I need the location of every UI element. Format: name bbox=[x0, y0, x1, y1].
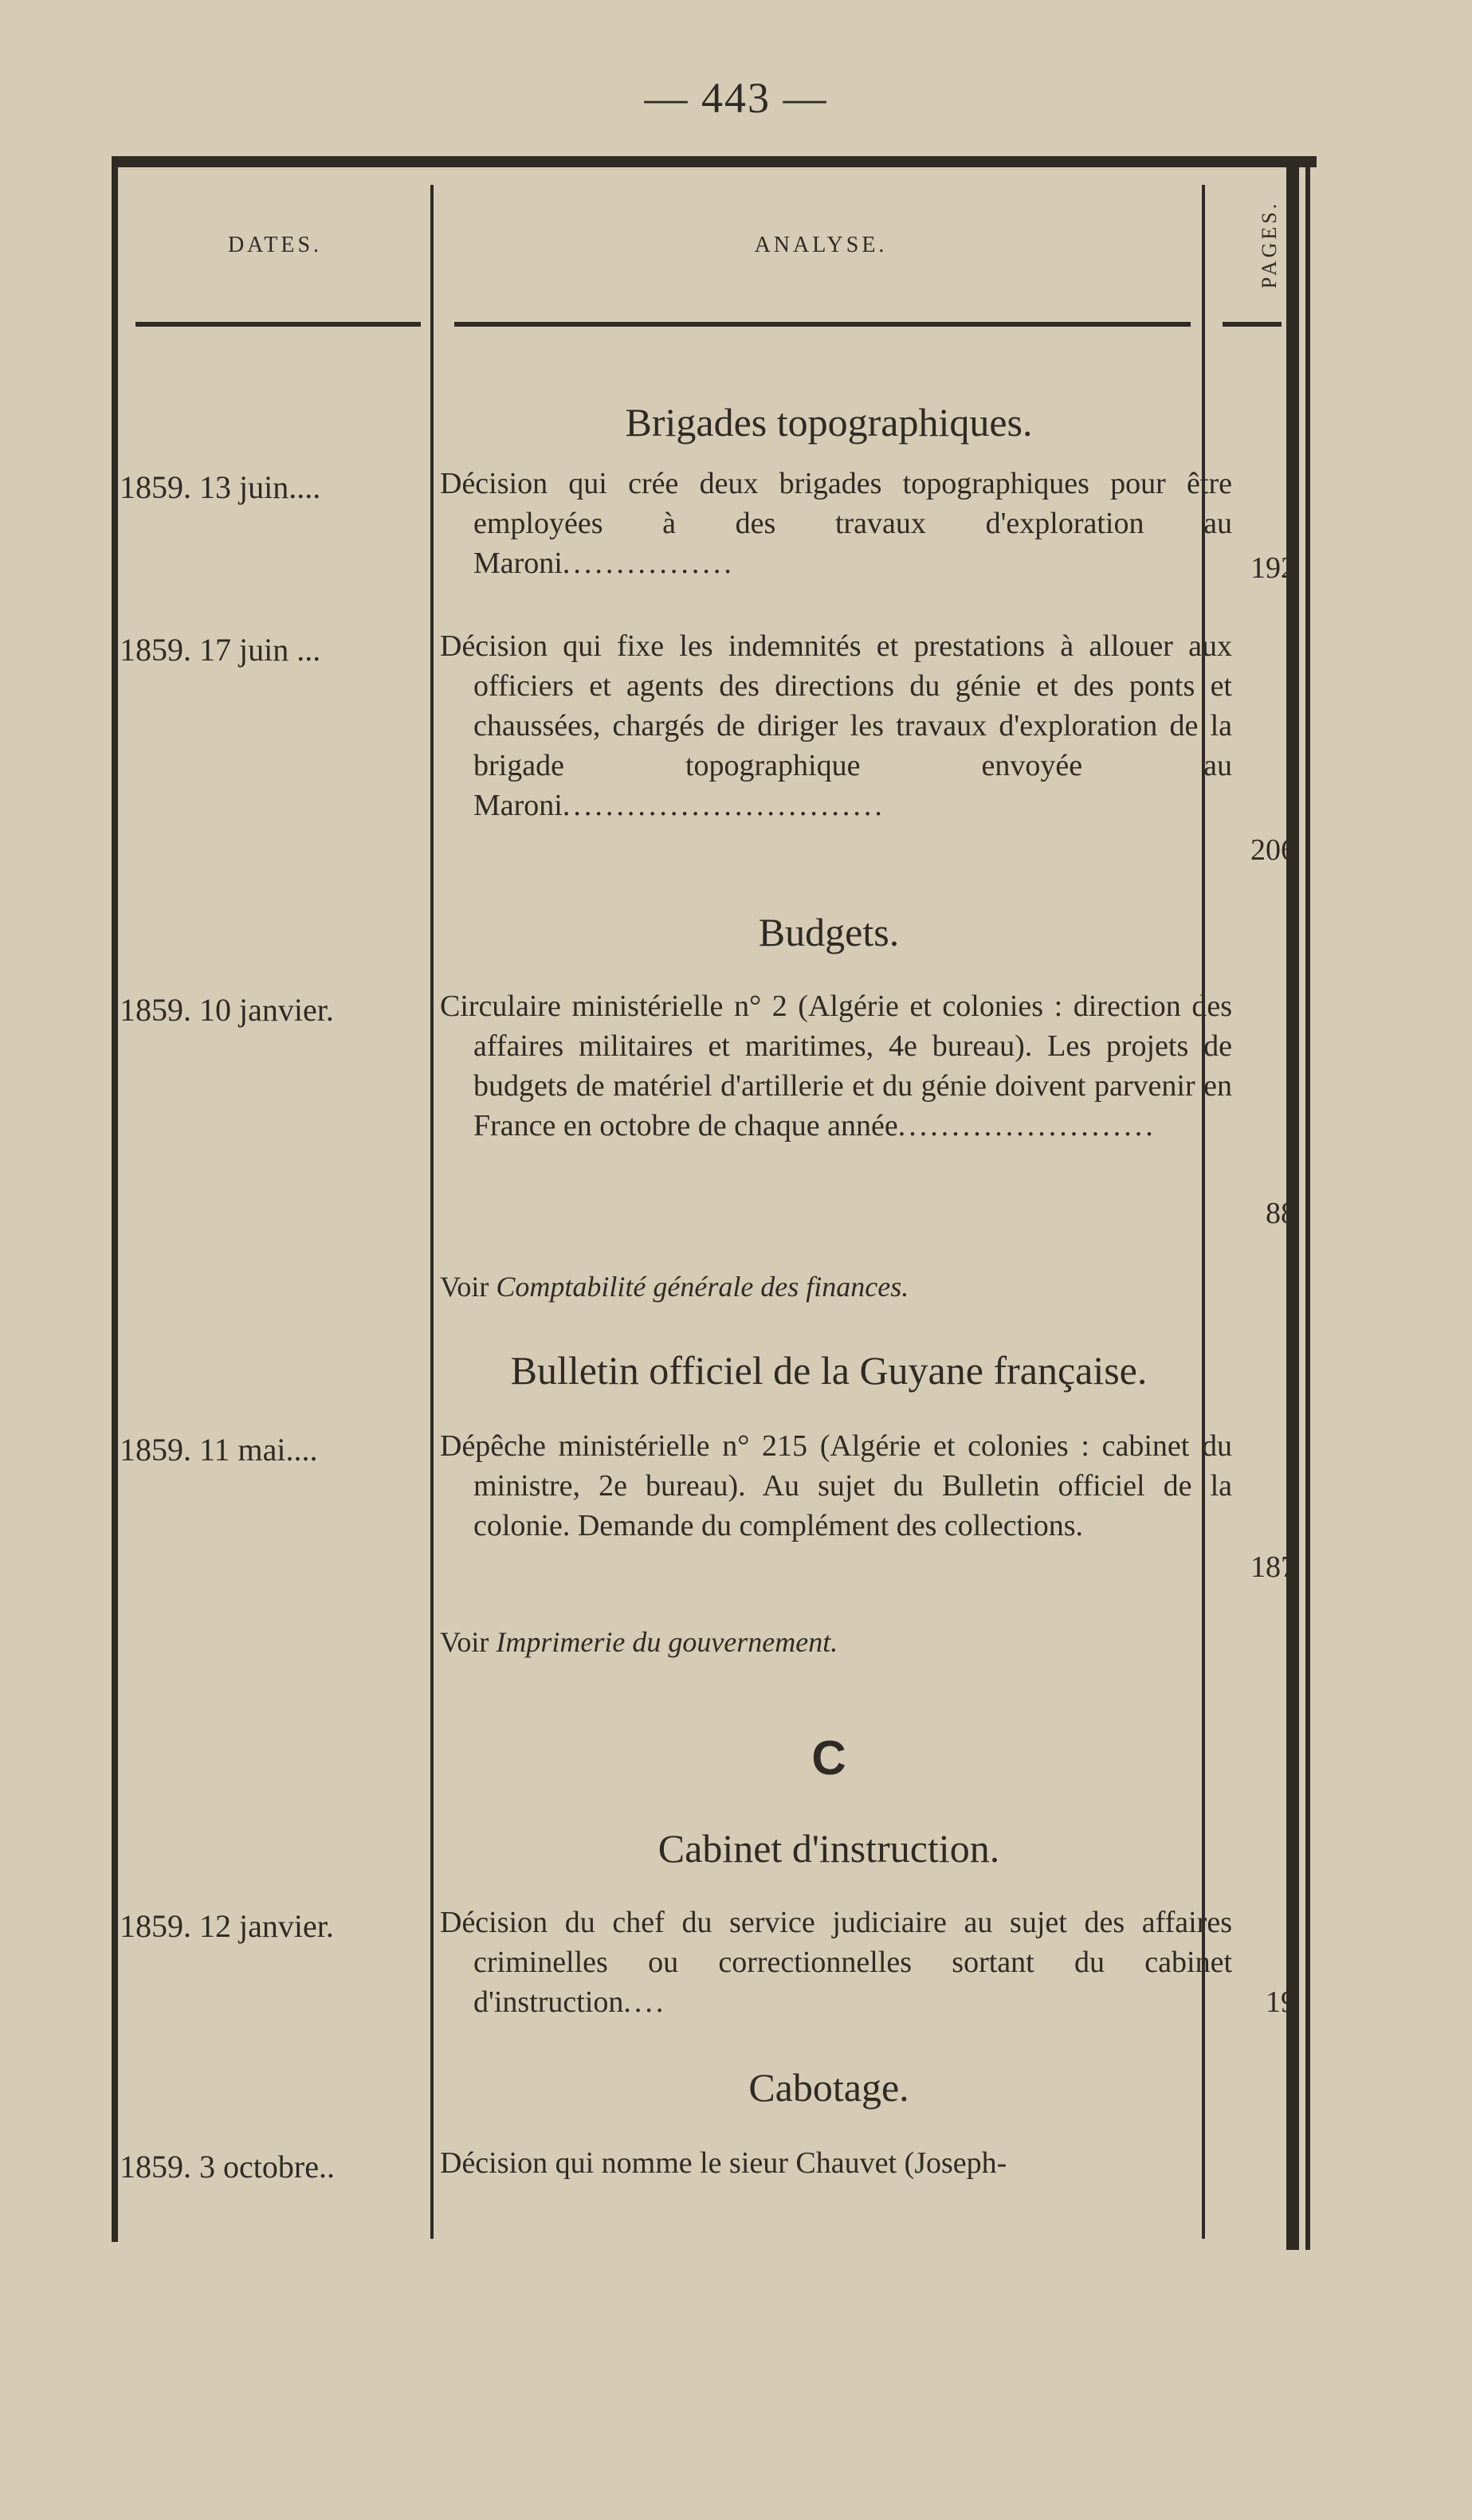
entry-date: 1859. 11 mai.... bbox=[120, 1432, 318, 1468]
letter-heading: C bbox=[811, 1731, 846, 1785]
right-outer-border bbox=[1305, 156, 1310, 2250]
entry-text bbox=[440, 986, 1232, 1146]
see-also-prefix: Voir bbox=[440, 1626, 489, 1658]
column-header-pages bbox=[1226, 185, 1313, 304]
entry-date: 1859. 13 juin.... bbox=[120, 469, 321, 505]
entry-body: Décision qui nomme le sieur Chauvet (Joseph- bbox=[440, 2146, 1007, 2180]
header-rule-dates bbox=[135, 322, 421, 327]
entry-body: Dépêche ministérielle n° 215 (Algérie et colonies : cabinet du ministre, 2e bureau). Au sujet du Bulletin officiel de la colonie. Demande du complément des collections. bbox=[440, 1429, 1232, 1542]
section-heading-cabinet: Cabinet d'instruction. bbox=[657, 1826, 1000, 1871]
entry-text bbox=[440, 1903, 1232, 2022]
dates-divider bbox=[430, 185, 434, 2239]
frame-top-rule bbox=[113, 156, 1317, 167]
entry-text bbox=[440, 1426, 1232, 1546]
dot-leader: ........................ bbox=[897, 1109, 1156, 1142]
entry-body: Décision qui fixe les indemnités et prestations à allouer aux officiers et agents des directions du génie et des ponts et chaussées, chargés de diriger les travaux d'exploration de la brigade topographique envoyée au Maroni bbox=[440, 629, 1232, 822]
dot-leader: .............................. bbox=[562, 789, 885, 822]
page-ref: 19 bbox=[1266, 1985, 1296, 2019]
entry-body: Circulaire ministérielle n° 2 (Algérie et colonies : direction des affaires militaires et maritimes, 4e bureau). Les projets de budgets de matériel d'artillerie et du génie doivent parvenir en France en octobre de chaque année bbox=[440, 990, 1232, 1142]
left-border bbox=[112, 156, 118, 2242]
see-also-budgets bbox=[440, 1270, 909, 1303]
column-header-analyse: ANALYSE. bbox=[754, 233, 888, 257]
column-header-dates: DATES. bbox=[227, 233, 323, 257]
see-also-ref: Imprimerie du gouvernement. bbox=[496, 1626, 838, 1658]
page-number: — 443 — bbox=[644, 74, 828, 122]
entry-text bbox=[440, 626, 1232, 825]
entry-body: Décision du chef du service judiciaire au sujet des affaires criminelles ou correctionnelles sortant du cabinet d'instruction bbox=[440, 1906, 1232, 2019]
see-also-bulletin bbox=[440, 1625, 838, 1659]
entry-date: 1859. 12 janvier. bbox=[120, 1908, 334, 1944]
see-also-ref: Comptabilité générale des finances. bbox=[496, 1271, 909, 1303]
section-heading-cabotage: Cabotage. bbox=[748, 2065, 909, 2110]
page-ref: 187 bbox=[1250, 1550, 1296, 1584]
column-header-pages-label: PAGES. bbox=[1258, 200, 1281, 289]
header-rule-analyse bbox=[454, 322, 1191, 327]
dot-leader: .... bbox=[623, 1985, 667, 2019]
entry-body: Décision qui crée deux brigades topographiques pour être employées à des travaux d'exploration au Maroni bbox=[440, 467, 1232, 580]
see-also-prefix: Voir bbox=[440, 1271, 489, 1303]
dot-leader: ................ bbox=[562, 547, 735, 580]
entry-date: 1859. 17 juin ... bbox=[120, 632, 321, 668]
entry-text bbox=[440, 2143, 1232, 2183]
page-ref: 206 bbox=[1250, 833, 1296, 867]
header-rule-pages bbox=[1223, 322, 1282, 327]
page-ref: 192 bbox=[1250, 551, 1296, 585]
entry-date: 1859. 10 janvier. bbox=[120, 992, 334, 1028]
entry-text bbox=[440, 464, 1232, 583]
section-heading-brigades: Brigades topographiques. bbox=[625, 400, 1033, 445]
entry-date: 1859. 3 octobre.. bbox=[120, 2149, 335, 2185]
section-heading-budgets: Budgets. bbox=[758, 910, 900, 954]
section-heading-bulletin: Bulletin officiel de la Guyane française. bbox=[510, 1348, 1148, 1393]
page-ref: 88 bbox=[1266, 1197, 1296, 1230]
